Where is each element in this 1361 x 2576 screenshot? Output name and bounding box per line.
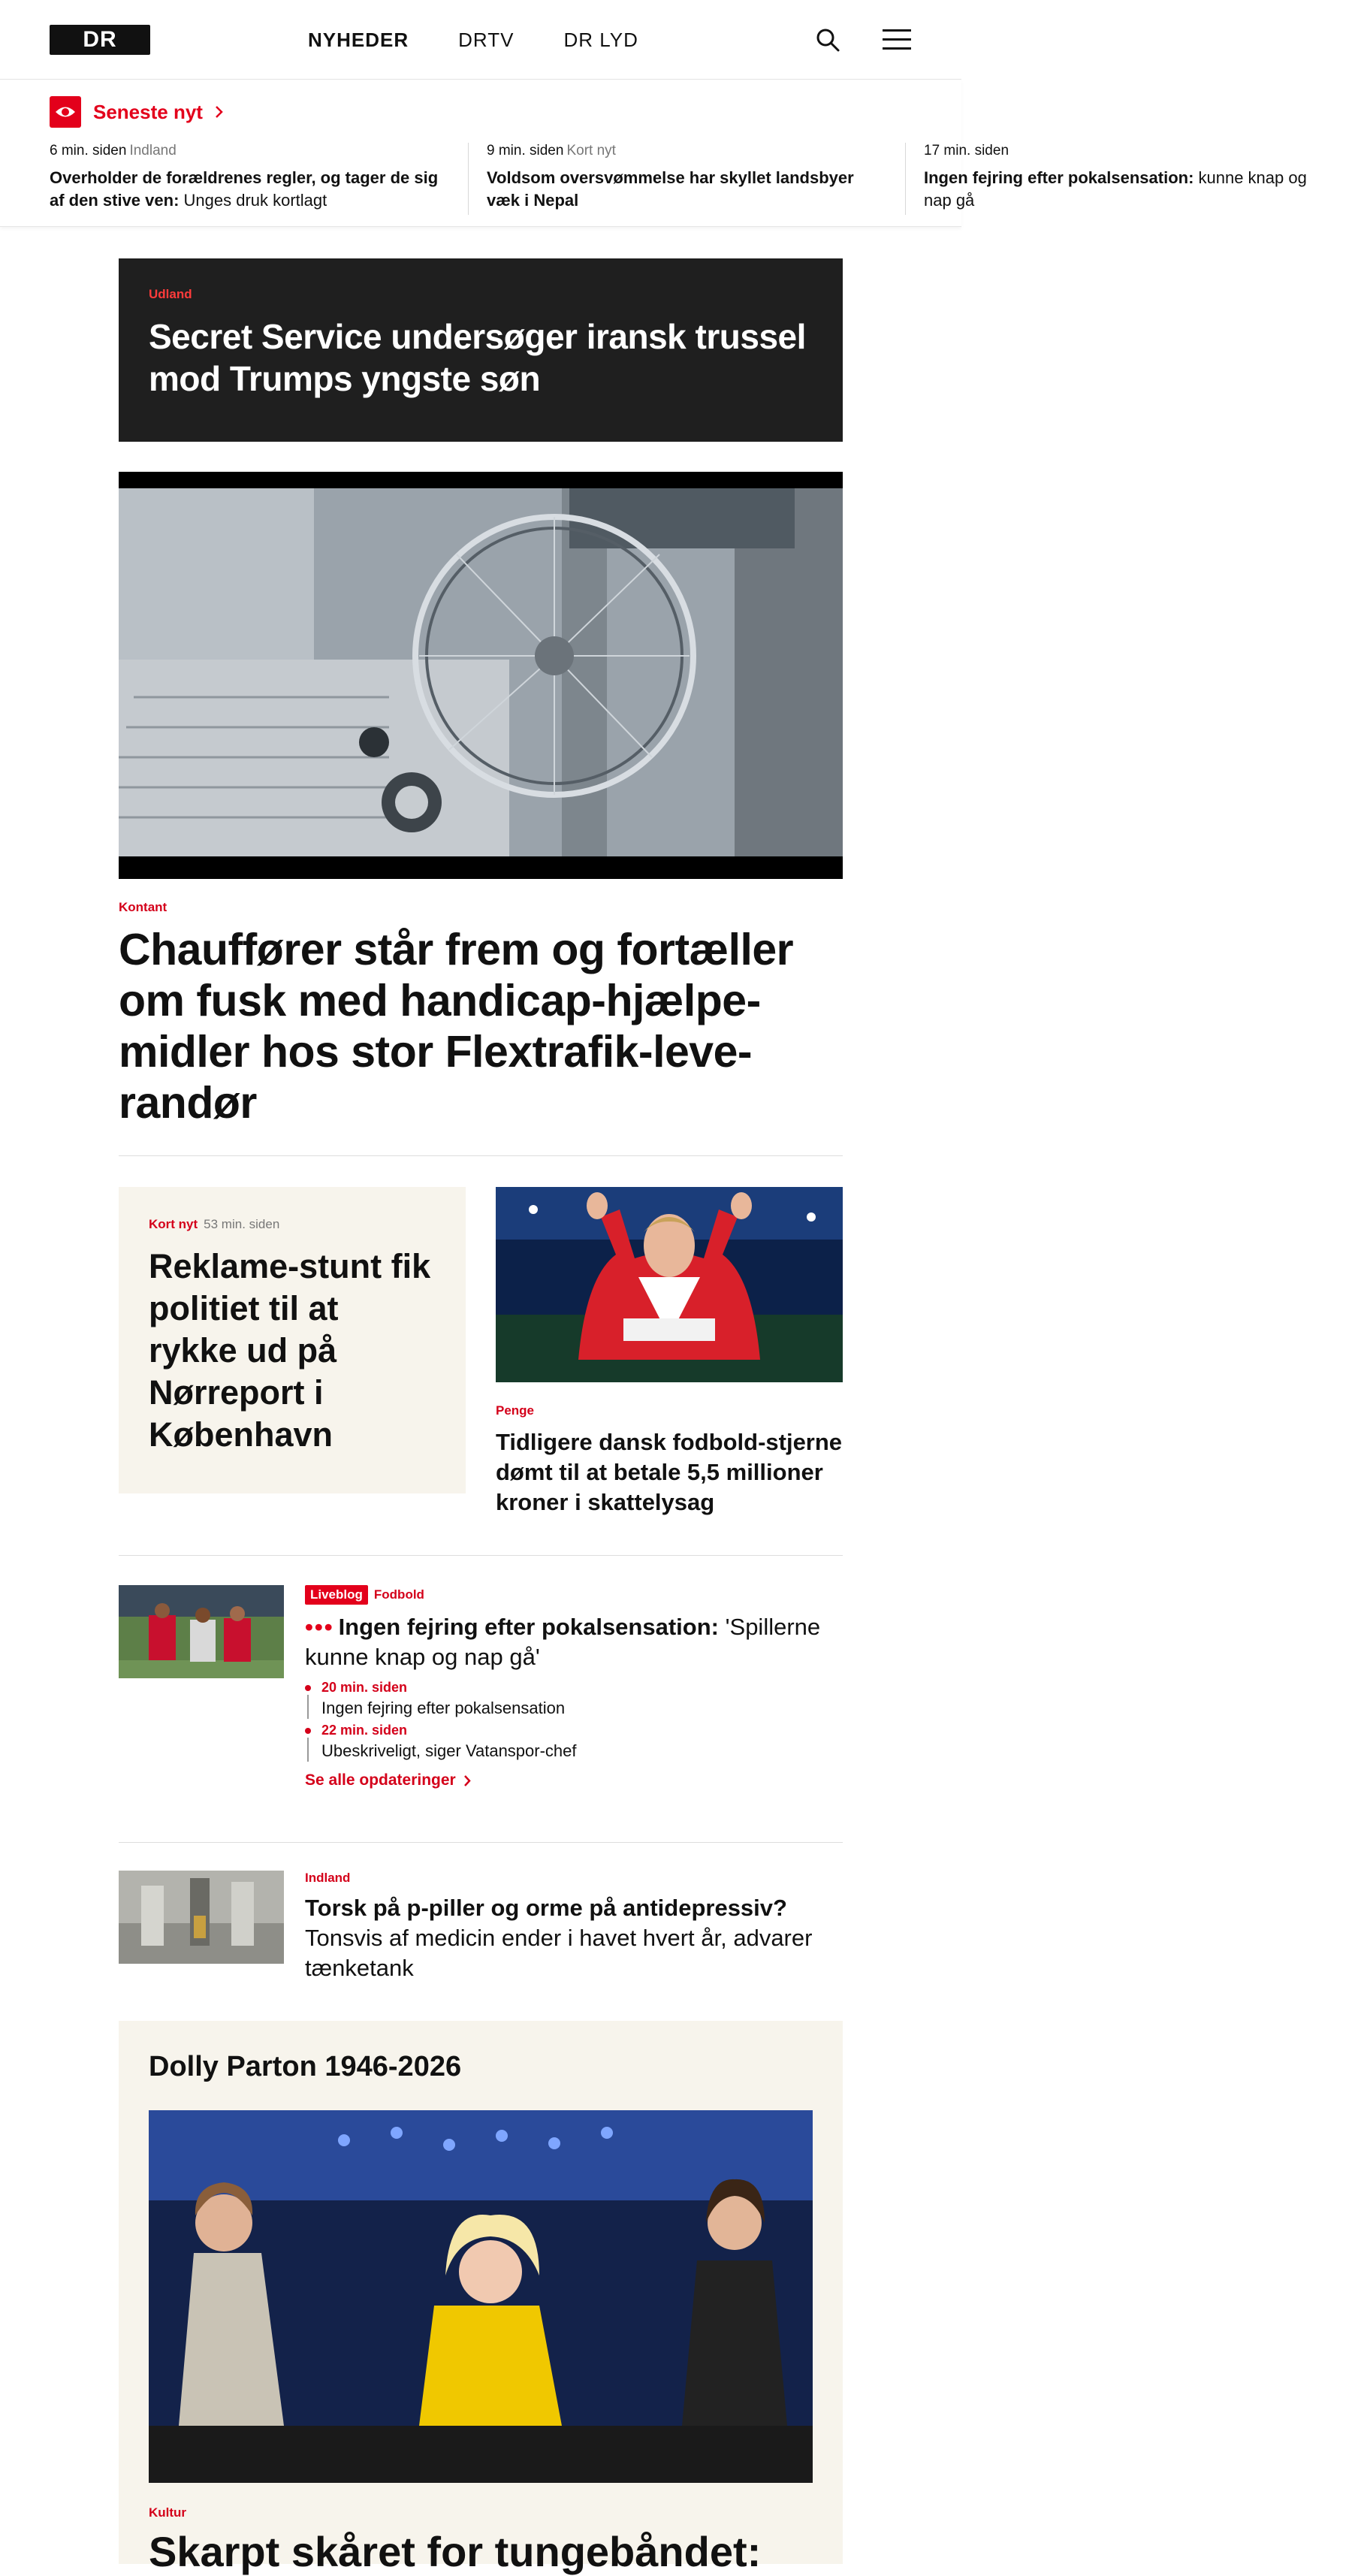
story-title: Reklame-stunt fik politiet til at rykke ud på Nørreport i København bbox=[149, 1247, 431, 1454]
hero-image[interactable] bbox=[119, 472, 843, 879]
liveblog-item[interactable] bbox=[119, 1585, 843, 1789]
liveblog-thumbnail bbox=[119, 1585, 284, 1678]
chevron-right-icon bbox=[215, 105, 224, 119]
see-all-label: Se alle opdateringer bbox=[305, 1771, 456, 1789]
eye-icon bbox=[50, 96, 81, 128]
latest-news-ticker bbox=[0, 80, 1307, 227]
search-icon[interactable] bbox=[813, 25, 843, 55]
latest-time: 6 min. siden bbox=[50, 143, 127, 159]
story-kicker: Kontant bbox=[119, 900, 167, 914]
update-text: Ingen fejring efter pokalsensation bbox=[321, 1699, 566, 1717]
latest-headline: Voldsom oversvømmelse har skyllet landsbyer væk i Nepal bbox=[487, 168, 854, 210]
live-dots-icon: ••• bbox=[305, 1614, 334, 1640]
latest-time: 9 min. siden bbox=[487, 143, 564, 159]
story-title[interactable]: Skarpt skåret for tungebåndet: bbox=[149, 2528, 762, 2575]
divider bbox=[119, 1555, 843, 1556]
theme-section bbox=[119, 2021, 843, 2575]
story-kicker: Indland bbox=[305, 1871, 351, 1885]
latest-time: 17 min. siden bbox=[924, 143, 1009, 159]
liveblog-title-rest: 'Spillerne kunne knap og nap gå' bbox=[305, 1614, 821, 1670]
story-kicker: Kultur bbox=[149, 2505, 187, 2520]
chevron-right-icon bbox=[463, 1774, 472, 1787]
latest-headline: Ingen fejring efter pokalsensation: bbox=[924, 168, 1194, 187]
story-card[interactable] bbox=[496, 1187, 843, 1518]
top-story-card[interactable] bbox=[119, 258, 843, 442]
site-header bbox=[0, 0, 961, 80]
divider bbox=[119, 1155, 843, 1156]
nav-nyheder[interactable]: NYHEDER bbox=[308, 28, 409, 51]
story-title: Tidligere dansk fodbold-stjerne dømt til at betale 5,5 millioner kroner i skattelysag bbox=[496, 1429, 843, 1515]
story-thumbnail bbox=[119, 1871, 284, 1964]
story-kicker: Fodbold bbox=[373, 1587, 424, 1602]
update-time: 20 min. siden bbox=[321, 1680, 408, 1695]
latest-headline: Overholder de forældrenes regler, og tager de sig af den stive ven: bbox=[50, 168, 439, 210]
story-kicker: Udland bbox=[149, 287, 192, 301]
latest-news-title: Seneste nyt bbox=[93, 100, 203, 123]
update-time: 22 min. siden bbox=[321, 1723, 408, 1738]
story-title: Secret Service undersøger iransk trussel mod Trumps yngste søn bbox=[149, 317, 806, 398]
short-news-label: Kort nyt bbox=[149, 1217, 198, 1231]
latest-item[interactable] bbox=[924, 143, 1343, 215]
latest-news-header[interactable] bbox=[50, 96, 224, 128]
main-nav bbox=[308, 0, 638, 80]
story-title: Chauffører står frem og fortæller om fusk med handicap-hjælpe-midler hos stor Flextrafik-leve-randør bbox=[119, 925, 794, 1128]
liveblog-updates bbox=[305, 1680, 843, 1761]
latest-item[interactable] bbox=[50, 143, 469, 215]
nav-dr-lyd[interactable]: DR LYD bbox=[563, 28, 638, 51]
latest-category: Kort nyt bbox=[566, 143, 616, 159]
story-title: Torsk på p-piller og orme på antidepressiv? bbox=[305, 1895, 787, 1921]
story-row[interactable] bbox=[119, 1871, 843, 1983]
latest-category: Indland bbox=[129, 143, 177, 159]
section-heading[interactable]: Dolly Parton 1946-2026 bbox=[149, 2051, 462, 2082]
liveblog-badge: Liveblog bbox=[305, 1585, 368, 1605]
liveblog-update[interactable] bbox=[305, 1723, 843, 1761]
short-news-time: 53 min. siden bbox=[204, 1217, 280, 1231]
menu-icon[interactable] bbox=[882, 25, 912, 55]
hero-story[interactable] bbox=[119, 900, 843, 1128]
divider bbox=[119, 1842, 843, 1843]
story-kicker: Penge bbox=[496, 1403, 535, 1418]
nav-drtv[interactable]: DRTV bbox=[458, 28, 515, 51]
latest-item[interactable] bbox=[487, 143, 906, 215]
latest-headline-rest: kunne knap og nap gå bbox=[924, 168, 1307, 210]
liveblog-update[interactable] bbox=[305, 1680, 843, 1718]
short-news-card[interactable] bbox=[119, 1187, 466, 1493]
section-image[interactable] bbox=[149, 2110, 813, 2483]
dr-logo[interactable]: DR bbox=[50, 25, 150, 55]
header-actions bbox=[813, 0, 912, 80]
latest-headline-rest: Unges druk kortlagt bbox=[179, 191, 327, 210]
liveblog-title: Ingen fejring efter pokalsensation: bbox=[338, 1614, 719, 1640]
story-title-rest: Tonsvis af medicin ender i havet hvert år, advarer tænketank bbox=[305, 1925, 813, 1981]
see-all-updates-link[interactable] bbox=[305, 1771, 843, 1789]
update-text: Ubeskriveligt, siger Vatanspor-chef bbox=[321, 1741, 577, 1760]
story-image bbox=[496, 1187, 843, 1382]
